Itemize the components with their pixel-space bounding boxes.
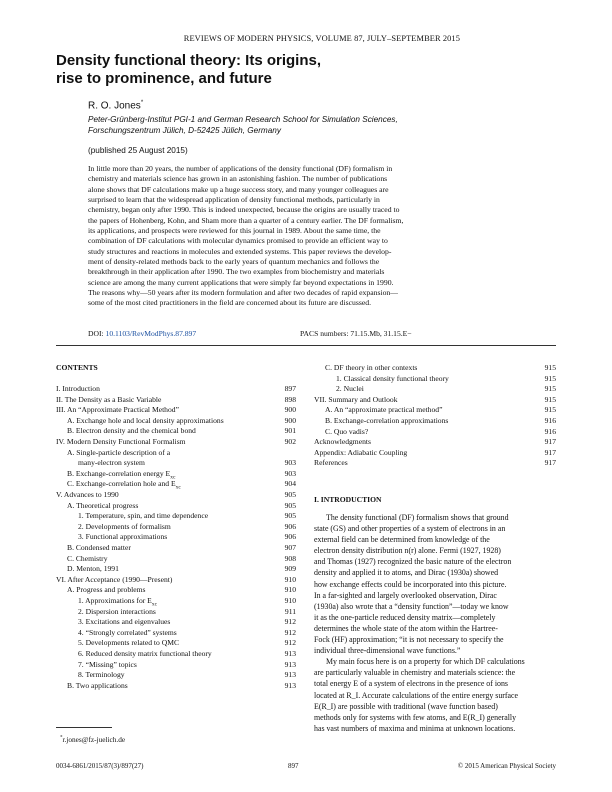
toc-entry-page: 913 (284, 649, 296, 658)
abstract-line: the papers of Hohenberg, Kohn, and Sham more than a quarter of a century earlier. The DF formalism, (88, 215, 404, 225)
toc-entry[interactable] (67, 543, 296, 553)
abstract (88, 164, 468, 309)
body-line: it as the one-particle reduced density matrix—completely (314, 612, 496, 622)
toc-entry[interactable] (67, 479, 296, 489)
toc-entry-title: 5. Developments related to QMC (78, 638, 180, 648)
toc-entry[interactable] (78, 660, 296, 670)
toc-entry-subscript: xc (175, 484, 181, 491)
toc-entry-page: 904 (284, 479, 296, 489)
toc-entry-page: 917 (544, 447, 556, 457)
toc-entry-page: 912 (284, 627, 296, 637)
toc-entry[interactable] (78, 670, 296, 680)
body-line: total energy E of a system of electrons in the presence of ions (314, 679, 508, 689)
toc-entry[interactable] (325, 416, 556, 426)
toc-entry[interactable] (67, 426, 296, 436)
toc-entry-page: 913 (284, 659, 296, 669)
toc-entry-page: 906 (284, 521, 296, 531)
body-line: In a far-sighted and largely overlooked observation, Dirac (314, 590, 497, 600)
toc-entry-page: 905 (284, 511, 296, 521)
title-line: rise to prominence, and future (56, 70, 272, 87)
toc-entry[interactable] (336, 374, 556, 384)
abstract-line: ment of density-related methods back to the early years of quantum mechanics and follows the (88, 257, 380, 267)
abstract-line: some of the most cited practitioners in the field are concerned about its future are discussed. (88, 298, 372, 308)
toc-entry-title: Appendix: Adiabatic Coupling (314, 447, 408, 457)
toc-entry-title: Acknowledgments (314, 437, 371, 447)
toc-entry[interactable] (78, 596, 296, 606)
toc-entry-title: B. Exchange-correlation energy $E_{xc}$ (67, 468, 176, 481)
body-line: The density functional (DF) formalism shows that ground (326, 513, 509, 522)
body-line: are particularly valuable in chemistry and materials science: the (314, 668, 516, 678)
toc-entry-page: 903 (284, 468, 296, 478)
toc-entry[interactable] (56, 575, 296, 585)
body-line: located at R_I. Accurate calculations of the entire energy surface (314, 690, 519, 700)
abstract-line: In little more than 20 years, the number of applications of the density functional (DF) formalism in (88, 164, 393, 173)
toc-entry-page: 911 (284, 606, 296, 616)
toc-entry[interactable] (67, 585, 296, 595)
abstract-line: study structures and reactions in molecules and extended systems. This paper reviews the develop- (88, 246, 392, 256)
toc-entry[interactable] (67, 554, 296, 564)
toc-entry-title: 2. Developments of formalism (78, 521, 171, 531)
toc-entry-page: 910 (284, 596, 296, 605)
body-line: My main focus here is on a property for which DF calculations (326, 657, 525, 667)
journal-header: REVIEWS OF MODERN PHYSICS, VOLUME 87, JULY–SEPTEMBER 2015 (183, 34, 460, 43)
toc-entry-subscript: xc (151, 601, 158, 608)
toc-entry[interactable] (314, 448, 556, 458)
toc-entry[interactable] (78, 638, 296, 648)
toc-entry[interactable] (67, 469, 296, 479)
toc-entry[interactable] (67, 416, 296, 426)
body-line: determines the whole state of the atom within the Hartree- (314, 623, 498, 633)
body-line: external field can be determined from knowledge of the (314, 535, 490, 545)
affiliation (88, 114, 468, 136)
toc-entry-page: 913 (284, 670, 296, 680)
toc-entry-page: 902 (284, 437, 296, 446)
toc-entry[interactable] (78, 628, 296, 638)
toc-entry-title: 1. Approximations for $E_{xc}$ (78, 596, 158, 608)
toc-entry[interactable] (78, 458, 296, 468)
toc-entry[interactable] (67, 681, 296, 691)
body-line: density and applied it to atoms, and Dirac (1930a) showed (314, 568, 499, 578)
toc-entry[interactable] (78, 511, 296, 521)
toc-entry-title: C. Quo vadis? (325, 426, 369, 436)
abstract-line: chemistry, began only after 1990. This is indeed unexpected, because the origins are usually traced to (88, 205, 400, 215)
body-line: and Thomas (1927) recognized the basic nature of the electron (314, 557, 512, 567)
author-text: R. O. Jones (88, 100, 141, 112)
toc-entry-title: A. An “approximate practical method” (325, 405, 443, 415)
abstract-line: science are among the many current applications that were simply far beyond expectations in 1990. (88, 277, 394, 287)
toc-entry-title: III. An “Approximate Practical Method” (56, 405, 179, 415)
author-footnote-mark[interactable]: * (140, 100, 144, 106)
toc-entry-page: 915 (544, 394, 556, 404)
toc-entry[interactable] (67, 564, 296, 574)
toc-entry-title: A. Progress and problems (67, 585, 146, 595)
toc-entry-page: 908 (284, 553, 296, 563)
toc-entry-title: C. Chemistry (67, 553, 108, 563)
toc-entry-title: VII. Summary and Outlook (314, 394, 398, 404)
toc-entry-title: I. Introduction (56, 384, 100, 393)
toc-entry-title: many-electron system (78, 458, 145, 468)
copyright: © 2015 American Physical Society (457, 762, 556, 770)
toc-entry-page: 912 (284, 638, 296, 648)
toc-entry[interactable] (56, 490, 296, 500)
toc-entry-title: A. Single-particle description of a (67, 447, 171, 457)
toc-entry-page: 915 (544, 384, 556, 394)
introduction-text (314, 512, 556, 734)
abstract-line: breakthrough in their application after 1990. The two examples from biochemistry and materials (88, 267, 385, 277)
toc-entry[interactable] (67, 501, 296, 511)
toc-entry-page: 913 (284, 680, 296, 690)
footnote-divider (56, 727, 112, 728)
toc-entry-title: 8. Terminology (78, 670, 125, 680)
toc-entry-page: 916 (544, 426, 556, 436)
toc-entry-page: 915 (544, 373, 556, 383)
toc-entry-title: C. Exchange-correlation hole and $E_{xc}$ (67, 479, 181, 491)
toc-entry-title: 3. Functional approximations (78, 532, 168, 542)
toc-entry-page: 910 (284, 585, 296, 595)
toc-entry-title: 2. Dispersion interactions (78, 606, 156, 616)
abstract-line: its applications, and prospects were reviewed for this journal in 1989. About the same time, the (88, 226, 381, 236)
toc-entry-page: 917 (544, 458, 556, 468)
footnote (60, 735, 125, 744)
toc-entry[interactable] (56, 437, 296, 447)
toc-entry[interactable] (67, 448, 296, 458)
toc-entry-page: 909 (284, 564, 296, 574)
footer-code: 0034-6861/2015/87(3)/897(27) (56, 762, 144, 770)
author-name (88, 100, 143, 111)
toc-entry-title: A. Theoretical progress (67, 500, 139, 510)
body-line: electron density distribution n(r) alone. Fermi (1927, 1928) (314, 546, 501, 556)
doi-row (88, 329, 468, 338)
toc-entry-title: 6. Reduced density matrix functional theory (78, 649, 212, 658)
toc-entry-page: 906 (284, 532, 296, 542)
body-line: has vast numbers of maxima and minima at unknown locations. (314, 723, 516, 733)
toc-entry[interactable] (314, 395, 556, 405)
toc-entry[interactable] (78, 607, 296, 617)
toc-entry-page: 915 (544, 363, 556, 372)
toc-entry-title: II. The Density as a Basic Variable (56, 394, 162, 404)
abstract-line: chemistry and materials science has grown in an astonishing fashion. The number of publications (88, 174, 388, 184)
toc-entry-page: 898 (284, 394, 296, 404)
section-heading: I. INTRODUCTION (314, 495, 382, 504)
abstract-line: surprised to learn that the widespread application of density functional methods, particularly in (88, 195, 380, 205)
paper-title (56, 52, 476, 88)
abstract-line: The reasons why—50 years after its modern formulation and after two decades of rapid expansion— (88, 288, 398, 298)
toc-entry[interactable] (325, 363, 556, 373)
footnote-mark: * (60, 735, 63, 741)
toc-entry-page: 901 (284, 426, 296, 436)
published-date: (published 25 August 2015) (88, 146, 188, 155)
toc-entry[interactable] (314, 437, 556, 447)
toc-entry-title: 3. Excitations and eigenvalues (78, 617, 171, 627)
toc-entry[interactable] (325, 427, 556, 437)
page-number: 897 (288, 762, 299, 770)
toc-entry-page: 900 (284, 415, 296, 425)
toc-entry-title: IV. Modern Density Functional Formalism (56, 437, 186, 446)
toc-entry-page: 905 (284, 490, 296, 499)
toc-entry-page: 912 (284, 617, 296, 627)
toc-entry[interactable] (336, 384, 556, 394)
toc-entry-page: 915 (544, 405, 556, 415)
toc-entry-page: 905 (284, 500, 296, 510)
body-line: (1930a) also wrote that a “density function”—today we know (314, 601, 509, 611)
toc-entry-page: 903 (284, 458, 296, 468)
affiliation-line: Forschungszentrum Jülich, D-52425 Jülich, Germany (88, 126, 281, 135)
doi-label: DOI: (88, 329, 106, 338)
toc-entry-page: 900 (284, 405, 296, 415)
title-line: Density functional theory: Its origins, (56, 52, 322, 69)
header-divider (56, 345, 556, 346)
affiliation-line: Peter-Grünberg-Institut PGI-1 and German Research School for Simulation Sciences, (88, 115, 398, 124)
toc-entry-title: VI. After Acceptance (1990—Present) (56, 574, 173, 584)
toc-entry-title: B. Exchange-correlation approximations (325, 416, 449, 425)
toc-entry-title: 1. Classical density functional theory (336, 373, 449, 383)
toc-entry-page: 917 (544, 437, 556, 447)
abstract-line: alone shows that DF calculations make up a huge success story, and many younger colleagues are (88, 184, 389, 194)
toc-entry-page: 897 (284, 384, 296, 393)
doi-link[interactable]: 10.1103/RevModPhys.87.897 (105, 329, 197, 338)
body-line: how exchange effects could be incorporated into this picture. (314, 579, 507, 589)
toc-entry-title: B. Condensed matter (67, 543, 131, 552)
abstract-line: combination of DF calculations with molecular dynamics promised to provide an efficient way to (88, 236, 388, 246)
toc-entry[interactable] (78, 649, 296, 659)
toc-entry[interactable] (56, 395, 296, 405)
contents-heading: CONTENTS (56, 363, 98, 372)
toc-entry[interactable] (78, 522, 296, 532)
toc-entry-page: 907 (284, 543, 296, 552)
toc-entry-title: References (314, 458, 348, 468)
toc-entry-title: B. Electron density and the chemical bond (67, 426, 196, 436)
toc-entry-title: 7. “Missing” topics (78, 659, 137, 669)
toc-entry-title: A. Exchange hole and local density approximations (67, 415, 224, 425)
toc-entry-title: D. Menton, 1991 (67, 564, 119, 574)
toc-entry[interactable] (78, 532, 296, 542)
toc-entry-page: 910 (284, 574, 296, 584)
toc-entry-subscript: xc (170, 474, 176, 481)
toc-entry[interactable] (78, 617, 296, 627)
toc-entry-title: 4. “Strongly correlated” systems (78, 627, 177, 637)
author-email[interactable]: r.jones@fz-juelich.de (62, 735, 126, 744)
toc-entry[interactable] (56, 384, 296, 394)
toc-entry[interactable] (314, 458, 556, 468)
toc-entry-title: B. Two applications (67, 680, 128, 690)
body-line: Fock (HF) approximation; “it is not necessary to specify the (314, 635, 504, 645)
body-line: E(R_I) are possible with traditional (wave function based) (314, 701, 498, 711)
toc-entry[interactable] (56, 405, 296, 415)
toc-entry-title: C. DF theory in other contexts (325, 363, 418, 372)
toc-entry-title: 2. Nuclei (336, 384, 364, 394)
toc-entry-page: 916 (544, 416, 556, 425)
body-line: methods only for systems with few atoms, and E(R_I) generally (314, 712, 517, 722)
pacs-numbers: PACS numbers: 71.15.Mb, 31.15.E− (300, 329, 412, 338)
toc-entry-title: 1. Temperature, spin, and time dependence (78, 511, 209, 521)
body-line: individual three-dimensional wave functions.” (314, 646, 461, 656)
toc-entry[interactable] (325, 405, 556, 415)
toc-entry-title: V. Advances to 1990 (56, 490, 119, 499)
body-line: state (GS) and other properties of a system of electrons in an (314, 524, 506, 534)
